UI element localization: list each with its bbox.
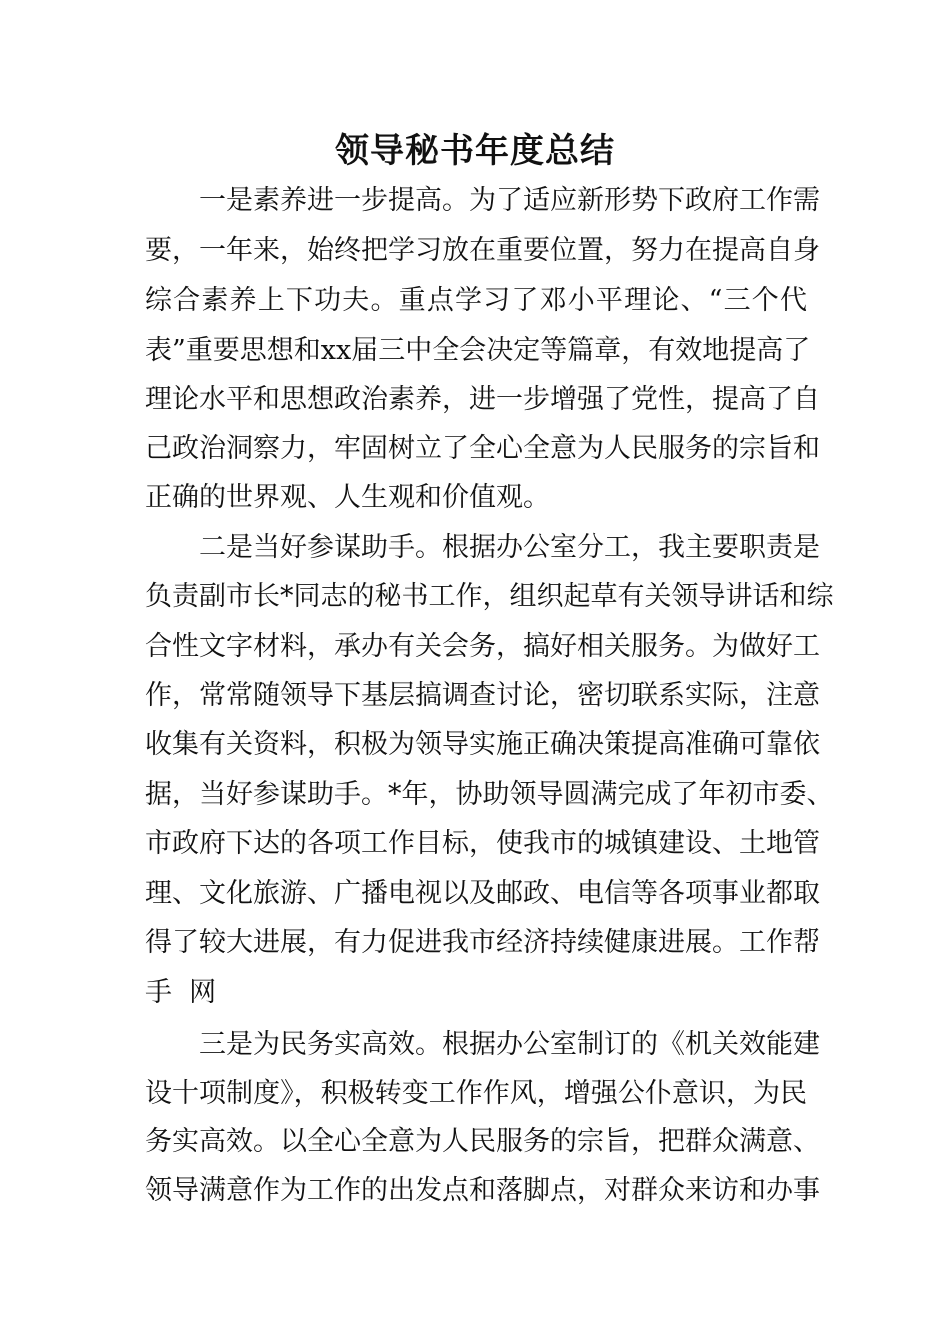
paragraph-1-line-5: 理论水平和思想政治素养，进一步增强了党性，提高了自	[145, 384, 820, 415]
paragraph-1-line-3: 综合素养上下功夫。重点学习了邓小平理论、“三个代	[145, 285, 807, 316]
paragraph-1-line-1: 一是素养进一步提高。为了适应新形势下政府工作需	[199, 185, 820, 216]
paragraph-2-line-4: 作，常常随领导下基层搞调查讨论，密切联系实际，注意	[145, 680, 820, 711]
document-title: 领导秘书年度总结	[335, 131, 615, 171]
paragraph-2-line-2: 负责副市长*同志的秘书工作，组织起草有关领导讲话和综	[145, 581, 834, 612]
paragraph-1-line-2: 要，一年来，始终把学习放在重要位置，努力在提高自身	[145, 235, 820, 266]
paragraph-1-line-4: 表”重要思想和xx届三中全会决定等篇章，有效地提高了	[145, 335, 811, 366]
paragraph-2-line-6: 据，当好参谋助手。*年，协助领导圆满完成了年初市委、	[145, 779, 834, 810]
paragraph-2-line-3: 合性文字材料，承办有关会务，搞好相关服务。为做好工	[145, 631, 820, 662]
paragraph-1-line-6: 己政治洞察力，牢固树立了全心全意为人民服务的宗旨和	[145, 433, 820, 464]
paragraph-3-line-2: 设十项制度》，积极转变工作作风，增强公仆意识，为民	[145, 1078, 807, 1109]
paragraph-3-line-4: 领导满意作为工作的出发点和落脚点，对群众来访和办事	[145, 1175, 820, 1206]
paragraph-2-line-1: 二是当好参谋助手。根据办公室分工，我主要职责是	[199, 532, 820, 563]
paragraph-2-line-7: 市政府下达的各项工作目标，使我市的城镇建设、土地管	[145, 828, 820, 859]
paragraph-2-line-8: 理、文化旅游、广播电视以及邮政、电信等各项事业都取	[145, 878, 820, 909]
paragraph-2-line-5: 收集有关资料，积极为领导实施正确决策提高准确可靠依	[145, 729, 820, 760]
paragraph-3-line-3: 务实高效。以全心全意为人民服务的宗旨，把群众满意、	[145, 1126, 820, 1157]
paragraph-2-line-9: 得了较大进展，有力促进我市经济持续健康进展。工作帮	[145, 927, 820, 958]
paragraph-1-line-7: 正确的世界观、人生观和价值观。	[145, 482, 550, 513]
paragraph-2-line-10: 手 网	[145, 977, 217, 1008]
paragraph-3-line-1: 三是为民务实高效。根据办公室制订的《机关效能建	[199, 1029, 820, 1060]
